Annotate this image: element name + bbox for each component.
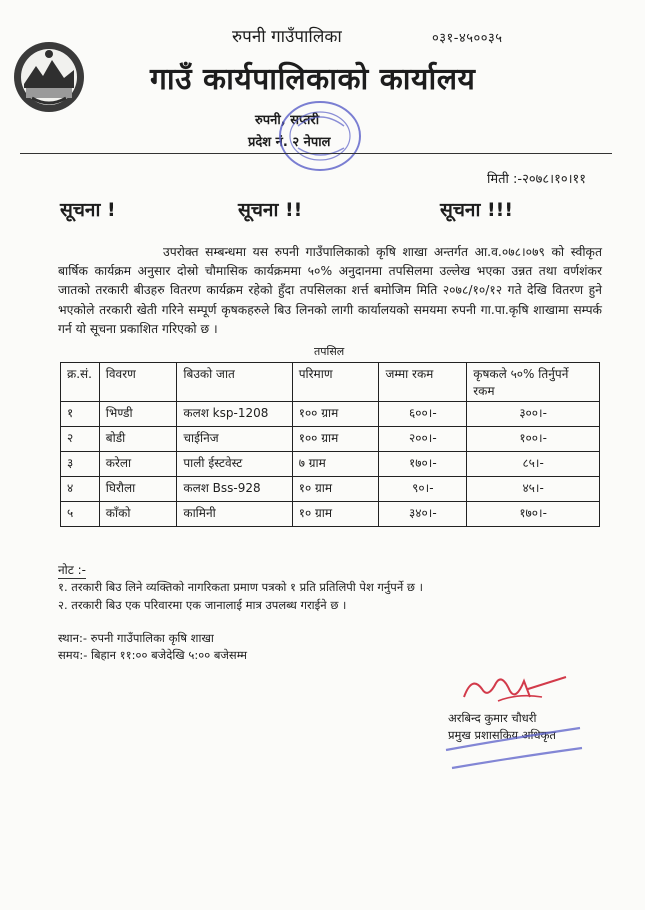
table-row <box>61 477 600 502</box>
office-stamp-icon <box>268 96 368 180</box>
total-cell: ९०।- <box>379 477 467 502</box>
total-cell: ६००।- <box>379 402 467 427</box>
quantity-cell: १० ग्राम <box>292 502 379 527</box>
venue-line: स्थान:- रुपनी गाउँपालिका कृषि शाखा <box>58 631 214 645</box>
phone-number: ०३१-४५००३५ <box>432 31 503 46</box>
header-serial: क्र.सं. <box>61 363 100 402</box>
address-line-2: प्रदेश नं. २ नेपाल <box>248 135 331 150</box>
quantity-cell: १०० ग्राम <box>292 427 379 452</box>
signatory-designation: प्रमुख प्रशासकिय अधिकृत <box>448 728 556 742</box>
officer-stamp-icon <box>440 706 590 774</box>
header-seed-variety: बिउको जात <box>177 363 292 402</box>
total-cell: ३४०।- <box>379 502 467 527</box>
government-emblem-icon <box>12 40 86 114</box>
table-row <box>61 427 600 452</box>
table-row <box>61 402 600 427</box>
payment-cell: १७०।- <box>467 502 600 527</box>
serial-cell: २ <box>61 427 100 452</box>
notice-heading-3: सूचना !!! <box>440 199 513 221</box>
header-total-amount: जम्मा रकम <box>379 363 467 402</box>
payment-cell: ४५।- <box>467 477 600 502</box>
office-title: गाउँ कार्यपालिकाको कार्यालय <box>150 62 476 97</box>
address-line-1: रुपनी, सप्तरी <box>255 113 320 128</box>
notes-title: नोट :- <box>58 563 87 577</box>
crop-cell: काँको <box>99 502 177 527</box>
crop-cell: घिरौला <box>99 477 177 502</box>
crop-cell: बोडी <box>99 427 177 452</box>
header-description: विवरण <box>99 363 177 402</box>
payment-cell: ८५।- <box>467 452 600 477</box>
signatory-name: अरबिन्द कुमार चौधरी <box>448 711 537 725</box>
serial-cell: ३ <box>61 452 100 477</box>
header-divider <box>20 153 612 154</box>
municipality-name: रुपनी गाउँपालिका <box>232 27 342 47</box>
total-cell: १७०।- <box>379 452 467 477</box>
variety-cell: कलश Bss-928 <box>177 477 292 502</box>
header-farmer-payment: कृषकले ५०% तिर्नुपर्ने रकम <box>467 363 600 402</box>
payment-cell: ३००।- <box>467 402 600 427</box>
note-item-1: १. तरकारी बिउ लिने व्यक्तिको नागरिकता प्रमाण पत्रको १ प्रति प्रतिलिपी पेश गर्नुपर्ने छ । <box>58 580 423 594</box>
quantity-cell: १०० ग्राम <box>292 402 379 427</box>
table-header-row <box>61 363 600 402</box>
notice-heading-1: सूचना ! <box>60 199 116 221</box>
table-caption: तपसिल <box>314 345 345 358</box>
note-item-2: २. तरकारी बिउ एक परिवारमा एक जानालाई मात्र उपलब्ध गराईने छ । <box>58 598 347 612</box>
variety-cell: कामिनी <box>177 502 292 527</box>
serial-cell: ५ <box>61 502 100 527</box>
serial-cell: १ <box>61 402 100 427</box>
table-row <box>61 502 600 527</box>
header-quantity: परिमाण <box>292 363 379 402</box>
total-cell: २००।- <box>379 427 467 452</box>
notice-heading-2: सूचना !! <box>238 199 303 221</box>
quantity-cell: १० ग्राम <box>292 477 379 502</box>
signature-scribble-icon <box>458 667 568 709</box>
seed-distribution-table <box>60 362 600 527</box>
crop-cell: करेला <box>99 452 177 477</box>
serial-cell: ४ <box>61 477 100 502</box>
notice-date: मिती :-२०७८।१०।११ <box>487 172 587 187</box>
table-row <box>61 452 600 477</box>
payment-cell: १००।- <box>467 427 600 452</box>
notice-body: उपरोक्त सम्बन्धमा यस रुपनी गाउँपालिकाको कृषि शाखा अन्तर्गत आ.व.०७८।०७९ को स्वीकृत बार्षिक कार्यक्रम अनुसार दोस्रो चौमासिक कार्यक्रममा ५०% अनुदानमा तपसिलमा उल्लेख भएका उन्नत तथा वर्णशंकर जातको तरकारी बीउहरु वितरण कार्यक्रम रहेको हुँदा तपसिलका शर्त्त बमोजिम मिति २०७८/१०/१२ गते देखि वितरण हुने भएकोले तरकारी खेती गरिने सम्पूर्ण कृषकहरुले बिउ लिनको लागी कार्यालयको समयमा रुपनी गा.पा.कृषि शाखामा सम्पर्क गर्न यो सूचना प्रकाशित गरिएको छ । <box>58 245 602 336</box>
variety-cell: चाईनिज <box>177 427 292 452</box>
timing-line: समय:- बिहान ११:०० बजेदेखि ५:०० बजेसम्म <box>58 648 248 662</box>
variety-cell: कलश ksp-1208 <box>177 402 292 427</box>
crop-cell: भिण्डी <box>99 402 177 427</box>
quantity-cell: ७ ग्राम <box>292 452 379 477</box>
variety-cell: पाली ईस्टवेस्ट <box>177 452 292 477</box>
